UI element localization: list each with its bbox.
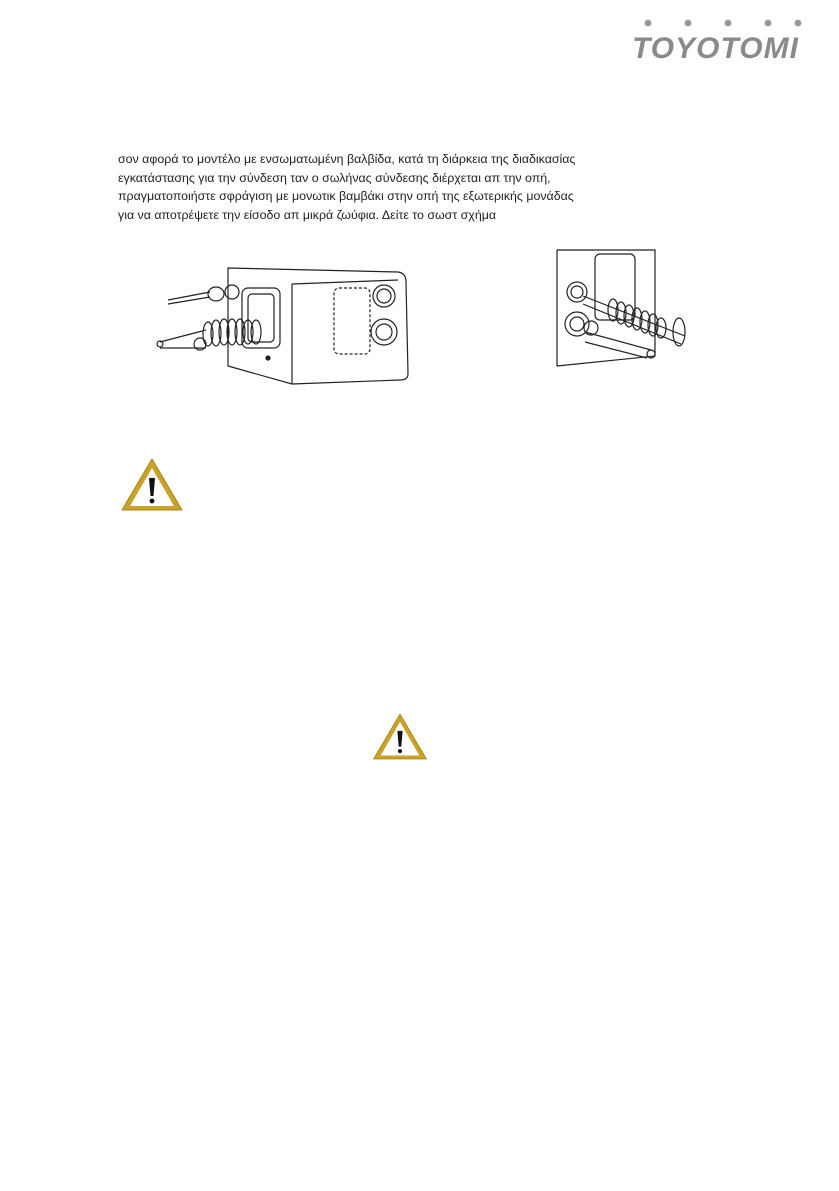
warning-triangle-icon [119, 456, 185, 519]
instruction-paragraph [118, 150, 718, 224]
pipe-seal-diagram-front [555, 248, 695, 370]
svg-text:TOYOTOMI: TOYOTOMI [632, 32, 799, 65]
instruction-line: πραγματοποιήστε σφράγιση με μονωτικ βαμβάκι στην οπή της εξωτερικής μονάδας [118, 189, 574, 204]
instruction-line: εγκατάστασης για την σύνδεση ταν ο σωλήνας σύνδεσης διέρχεται απ την οπή, [118, 170, 551, 185]
warning-triangle-icon [371, 710, 429, 769]
brand-logo [628, 14, 808, 66]
pipe-seal-diagram-side [150, 262, 415, 387]
instruction-line: για να αποτρέψετε την είσοδο απ μικρά ζωύφια. Δείτε το σωστ σχήμα [118, 207, 497, 222]
instruction-line: σον αφορά το μοντέλο με ενσωματωμένη βαλβίδα, κατά τη διάρκεια της διαδικασίας [118, 152, 576, 166]
